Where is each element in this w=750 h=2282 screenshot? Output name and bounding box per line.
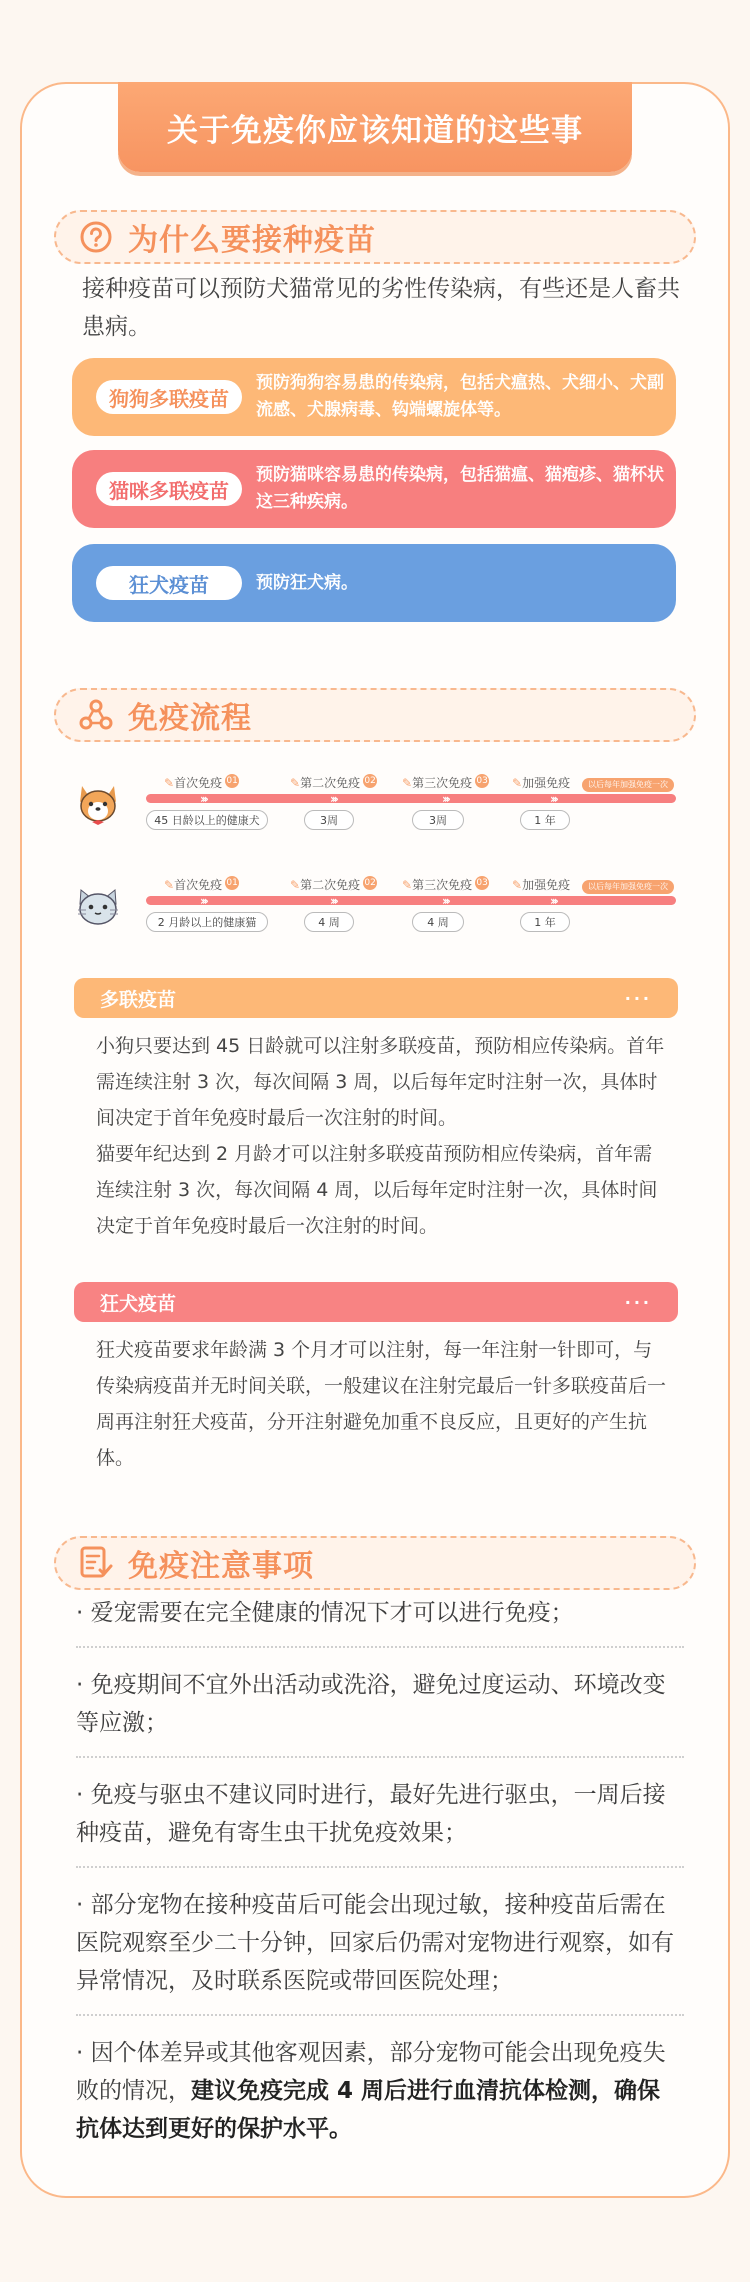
rabies-vaccine-header — [74, 1282, 678, 1322]
timeline-stage: ✎首次免疫 01 — [164, 776, 238, 790]
checklist-icon — [76, 1543, 116, 1583]
pill-desc: 预防猫咪容易患的传染病，包括猫瘟、猫疱疹、猫杯状这三种疾病。 — [256, 465, 664, 512]
question-icon — [76, 217, 116, 257]
page-title: 关于免疫你应该知道的这些事 — [118, 82, 632, 172]
interval-label: 4 周 — [304, 912, 354, 932]
yearly-badge: 以后每年加强免疫一次 — [582, 880, 674, 894]
rabies-vaccine-text: 狂犬疫苗要求年龄满 3 个月才可以注射，每一年注射一针即可，与传染病疫苗并无时间关联，一般建议在注射完最后一针多联疫苗后一周再注射狂犬疫苗，分开注射避免加重不良反应，且更好的产生抗体。 — [96, 1339, 667, 1469]
note-item: · 免疫与驱虫不建议同时进行，最好先进行驱虫，一周后接种疫苗，避免有寄生虫干扰免疫效果； — [76, 1782, 666, 1846]
section-precautions — [54, 1536, 696, 1590]
multi-vaccine-text-cat: 猫要年纪达到 2 月龄才可以注射多联疫苗预防相应传染病，首年需连续注射 3 次，每次间隔 4 周，以后每年定时注射一次，具体时间决定于首年免疫时最后一次注射的时间。 — [96, 1143, 658, 1237]
yearly-badge: 以后每年加强免疫一次 — [582, 778, 674, 792]
interval-label: 4 周 — [412, 912, 464, 932]
dog-timeline — [72, 774, 682, 854]
section-heading: 免疫注意事项 — [128, 1549, 314, 1584]
section-immunization-process — [54, 688, 696, 742]
timeline-stage: ✎第二次免疫 02 — [290, 878, 376, 892]
interval-label: 3周 — [412, 810, 464, 830]
chevrons: ››› — [442, 792, 448, 806]
timeline-bar — [146, 794, 676, 803]
note-item-last: · 因个体差异或其他客观因素，部分宠物可能会出现免疫失败的情况，建议免疫完成 4 周后进行血清抗体检测，确保抗体达到更好的保护水平。 — [76, 2040, 666, 2142]
chevrons: ››› — [200, 894, 206, 908]
interval-label: 45 日龄以上的健康犬 — [146, 810, 268, 830]
pill-cat-vaccine — [72, 450, 676, 528]
section-heading: 免疫流程 — [128, 701, 252, 736]
note-item: · 部分宠物在接种疫苗后可能会出现过敏，接种疫苗后需在医院观察至少二十分钟，回家后仍需对宠物进行观察，如有异常情况，及时联系医院或带回医院处理； — [76, 1892, 674, 1994]
dog-icon — [72, 778, 124, 830]
cat-timeline — [72, 876, 682, 956]
divider — [76, 1646, 684, 1648]
pill-desc: 预防狂犬病。 — [256, 572, 358, 593]
note-item: · 免疫期间不宜外出活动或洗浴，避免过度运动、环境改变等应激； — [76, 1672, 666, 1736]
timeline-stage: ✎第二次免疫 02 — [290, 776, 376, 790]
cat-icon — [72, 880, 124, 932]
subhead-label: 狂犬疫苗 — [100, 1292, 177, 1315]
interval-label: 1 年 — [520, 912, 570, 932]
more-dots-icon: ··· — [624, 1292, 652, 1312]
divider — [76, 1866, 684, 1868]
interval-label: 1 年 — [520, 810, 570, 830]
timeline-stage: ✎首次免疫 01 — [164, 878, 238, 892]
timeline-bar — [146, 896, 676, 905]
subhead-label: 多联疫苗 — [100, 988, 177, 1011]
interval-label: 3周 — [304, 810, 354, 830]
intro-text: 接种疫苗可以预防犬猫常见的劣性传染病，有些还是人畜共患病。 — [82, 276, 680, 340]
pill-dog-vaccine — [72, 358, 676, 436]
emphasis-text: 建议免疫完成 4 周后进行血清抗体检测，确保抗体达到更好的保护水平。 — [76, 2078, 661, 2142]
divider — [76, 2014, 684, 2016]
chevrons: ››› — [200, 792, 206, 806]
multi-vaccine-text-dog: 小狗只要达到 45 日龄就可以注射多联疫苗，预防相应传染病。首年需连续注射 3 次，每次间隔 3 周，以后每年定时注射一次，具体时间决定于首年免疫时最后一次注射的时间。 — [96, 1035, 665, 1129]
note-item: · 爱宠需要在完全健康的情况下才可以进行免疫； — [76, 1600, 574, 1626]
chevrons: ››› — [442, 894, 448, 908]
pill-tag: 狂犬疫苗 — [96, 566, 242, 600]
section-why-vaccinate — [54, 210, 696, 264]
chevrons: ››› — [330, 894, 336, 908]
timeline-stage: ✎第三次免疫 03 — [402, 776, 488, 790]
chevrons: ››› — [550, 894, 556, 908]
divider — [76, 1756, 684, 1758]
timeline-stage: ✎加强免疫 — [512, 776, 571, 790]
chevrons: ››› — [550, 792, 556, 806]
timeline-stage: ✎第三次免疫 03 — [402, 878, 488, 892]
section-heading: 为什么要接种疫苗 — [128, 223, 376, 258]
process-icon — [76, 695, 116, 735]
chevrons: ››› — [330, 792, 336, 806]
pill-tag: 猫咪多联疫苗 — [96, 472, 242, 506]
pill-desc: 预防狗狗容易患的传染病，包括犬瘟热、犬细小、犬副流感、犬腺病毒、钩端螺旋体等。 — [256, 373, 664, 420]
pill-rabies-vaccine — [72, 544, 676, 622]
pill-tag: 狗狗多联疫苗 — [96, 380, 242, 414]
interval-label: 2 月龄以上的健康猫 — [146, 912, 268, 932]
multi-vaccine-header — [74, 978, 678, 1018]
timeline-stage: ✎加强免疫 — [512, 878, 571, 892]
more-dots-icon: ··· — [624, 988, 652, 1008]
